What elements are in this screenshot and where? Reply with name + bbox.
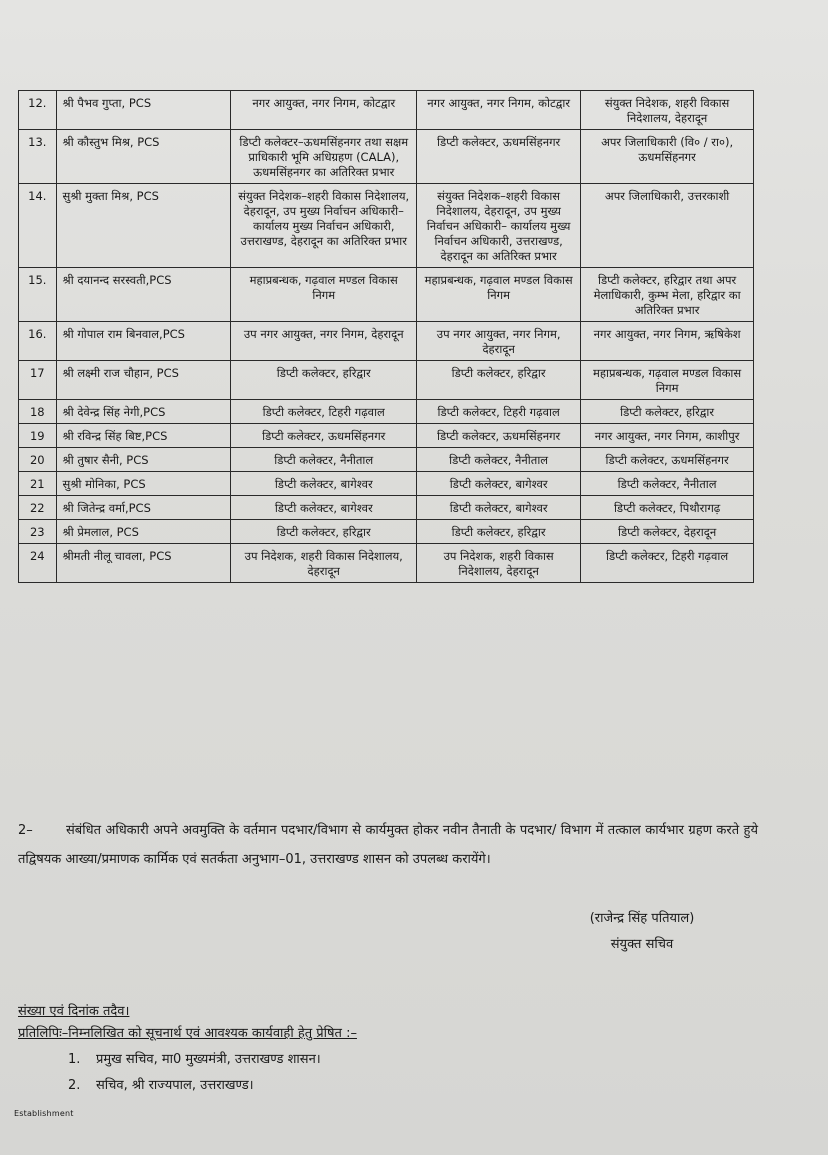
serial-number-cell: 21 xyxy=(19,472,57,496)
footer-label: Establishment xyxy=(14,1109,74,1118)
serial-number-cell: 19 xyxy=(19,424,57,448)
relieved-post-cell: डिप्टी कलेक्टर, बागेश्वर xyxy=(417,472,581,496)
officer-name-cell: श्री गोपाल राम बिनवाल,PCS xyxy=(56,322,231,361)
new-posting-cell: अपर जिलाधिकारी, उत्तरकाशी xyxy=(581,184,754,268)
current-post-cell: डिप्टी कलेक्टर–ऊधमसिंहनगर तथा सक्षम प्राधिकारी भूमि अधिग्रहण (CALA), ऊधमसिंहनगर का अतिरिक्त प्रभार xyxy=(231,130,417,184)
paragraph-text: संबंधित अधिकारी अपने अवमुक्ति के वर्तमान पदभार/विभाग से कार्यमुक्त होकर नवीन तैनाती के पदभार/ विभाग में तत्काल कार्यभार ग्रहण करते हुये तद्विषयक आख्या/प्रमाणक कार्मिक एवं सतर्कता अनुभाग–01, उत्तराखण्ड शासन को उपलब्ध करायेंगे। xyxy=(18,823,758,867)
relieved-post-cell: डिप्टी कलेक्टर, बागेश्वर xyxy=(417,496,581,520)
table-row xyxy=(19,91,754,130)
current-post-cell: नगर आयुक्त, नगर निगम, कोटद्वार xyxy=(231,91,417,130)
relieved-post-cell: महाप्रबन्धक, गढ़वाल मण्डल विकास निगम xyxy=(417,268,581,322)
table-row xyxy=(19,544,754,583)
officer-name-cell: श्री प्रेमलाल, PCS xyxy=(56,520,231,544)
table-row xyxy=(19,184,754,268)
table-row xyxy=(19,448,754,472)
table-row xyxy=(19,496,754,520)
instruction-paragraph xyxy=(18,816,758,874)
current-post-cell: डिप्टी कलेक्टर, ऊधमसिंहनगर xyxy=(231,424,417,448)
paragraph-number: 2– xyxy=(18,823,33,838)
current-post-cell: डिप्टी कलेक्टर, हरिद्वार xyxy=(231,361,417,400)
table-row xyxy=(19,322,754,361)
new-posting-cell: महाप्रबन्धक, गढ़वाल मण्डल विकास निगम xyxy=(581,361,754,400)
relieved-post-cell: डिप्टी कलेक्टर, टिहरी गढ़वाल xyxy=(417,400,581,424)
relieved-post-cell: उप निदेशक, शहरी विकास निदेशालय, देहरादून xyxy=(417,544,581,583)
officer-name-cell: श्री लक्ष्मी राज चौहान, PCS xyxy=(56,361,231,400)
serial-number-cell: 15. xyxy=(19,268,57,322)
table-row xyxy=(19,130,754,184)
transfer-table xyxy=(18,90,754,583)
table-row xyxy=(19,268,754,322)
current-post-cell: महाप्रबन्धक, गढ़वाल मण्डल विकास निगम xyxy=(231,268,417,322)
officer-name-cell: श्री देवेन्द्र सिंह नेगी,PCS xyxy=(56,400,231,424)
officer-name-cell: श्री जितेन्द्र वर्मा,PCS xyxy=(56,496,231,520)
new-posting-cell: डिप्टी कलेक्टर, नैनीताल xyxy=(581,472,754,496)
relieved-post-cell: डिप्टी कलेक्टर, नैनीताल xyxy=(417,448,581,472)
new-posting-cell: संयुक्त निदेशक, शहरी विकास निदेशालय, देहरादून xyxy=(581,91,754,130)
copy-to-line: प्रतिलिपिः–निम्नलिखित को सूचनार्थ एवं आवश्यक कार्यवाही हेतु प्रेषित :– xyxy=(18,1026,357,1041)
relieved-post-cell: डिप्टी कलेक्टर, ऊधमसिंहनगर xyxy=(417,130,581,184)
serial-number-cell: 14. xyxy=(19,184,57,268)
list-item: 2. सचिव, श्री राज्यपाल, उत्तराखण्ड। xyxy=(68,1078,254,1093)
relieved-post-cell: डिप्टी कलेक्टर, हरिद्वार xyxy=(417,520,581,544)
serial-number-cell: 18 xyxy=(19,400,57,424)
number-date-line: संख्या एवं दिनांक तदैव। xyxy=(18,1004,130,1019)
current-post-cell: संयुक्त निदेशक–शहरी विकास निदेशालय, देहरादून, उप मुख्य निर्वाचन अधिकारी–कार्यालय मुख्य निर्वाचन अधिकारी, उत्तराखण्ड, देहरादून का अतिरिक्त प्रभार xyxy=(231,184,417,268)
current-post-cell: डिप्टी कलेक्टर, बागेश्वर xyxy=(231,472,417,496)
serial-number-cell: 23 xyxy=(19,520,57,544)
serial-number-cell: 22 xyxy=(19,496,57,520)
table-row xyxy=(19,472,754,496)
new-posting-cell: डिप्टी कलेक्टर, ऊधमसिंहनगर xyxy=(581,448,754,472)
relieved-post-cell: संयुक्त निदेशक–शहरी विकास निदेशालय, देहरादून, उप मुख्य निर्वाचन अधिकारी– कार्यालय मुख्य निर्वाचन अधिकारी, उत्तराखण्ड, देहरादून का अतिरिक्त प्रभार xyxy=(417,184,581,268)
list-item: 1. प्रमुख सचिव, मा0 मुख्यमंत्री, उत्तराखण्ड शासन। xyxy=(68,1052,321,1067)
serial-number-cell: 13. xyxy=(19,130,57,184)
serial-number-cell: 17 xyxy=(19,361,57,400)
officer-name-cell: श्री पैभव गुप्ता, PCS xyxy=(56,91,231,130)
officer-name-cell: श्री कौस्तुभ मिश्र, PCS xyxy=(56,130,231,184)
serial-number-cell: 12. xyxy=(19,91,57,130)
officer-name-cell: श्री दयानन्द सरस्वती,PCS xyxy=(56,268,231,322)
table-row xyxy=(19,361,754,400)
officer-name-cell: सुश्री मुक्ता मिश्र, PCS xyxy=(56,184,231,268)
new-posting-cell: डिप्टी कलेक्टर, टिहरी गढ़वाल xyxy=(581,544,754,583)
officer-name-cell: सुश्री मोनिका, PCS xyxy=(56,472,231,496)
table-row xyxy=(19,424,754,448)
new-posting-cell: डिप्टी कलेक्टर, हरिद्वार तथा अपर मेलाधिकारी, कुम्भ मेला, हरिद्वार का अतिरिक्त प्रभार xyxy=(581,268,754,322)
current-post-cell: डिप्टी कलेक्टर, नैनीताल xyxy=(231,448,417,472)
signatory-name: (राजेन्द्र सिंह पतियाल) xyxy=(589,911,695,926)
current-post-cell: डिप्टी कलेक्टर, टिहरी गढ़वाल xyxy=(231,400,417,424)
new-posting-cell: डिप्टी कलेक्टर, हरिद्वार xyxy=(581,400,754,424)
recipient-list xyxy=(68,1047,588,1099)
current-post-cell: उप निदेशक, शहरी विकास निदेशालय, देहरादून xyxy=(231,544,417,583)
serial-number-cell: 24 xyxy=(19,544,57,583)
relieved-post-cell: नगर आयुक्त, नगर निगम, कोटद्वार xyxy=(417,91,581,130)
new-posting-cell: डिप्टी कलेक्टर, पिथौरागढ़ xyxy=(581,496,754,520)
current-post-cell: डिप्टी कलेक्टर, बागेश्वर xyxy=(231,496,417,520)
new-posting-cell: डिप्टी कलेक्टर, देहरादून xyxy=(581,520,754,544)
table-row xyxy=(19,520,754,544)
serial-number-cell: 20 xyxy=(19,448,57,472)
officer-name-cell: श्री तुषार सैनी, PCS xyxy=(56,448,231,472)
relieved-post-cell: उप नगर आयुक्त, नगर निगम, देहरादून xyxy=(417,322,581,361)
signatory-designation: संयुक्त सचिव xyxy=(610,937,674,952)
new-posting-cell: नगर आयुक्त, नगर निगम, ऋषिकेश xyxy=(581,322,754,361)
current-post-cell: डिप्टी कलेक्टर, हरिद्वार xyxy=(231,520,417,544)
current-post-cell: उप नगर आयुक्त, नगर निगम, देहरादून xyxy=(231,322,417,361)
new-posting-cell: नगर आयुक्त, नगर निगम, काशीपुर xyxy=(581,424,754,448)
reference-block xyxy=(18,1001,578,1045)
relieved-post-cell: डिप्टी कलेक्टर, ऊधमसिंहनगर xyxy=(417,424,581,448)
officer-name-cell: श्रीमती नीलू चावला, PCS xyxy=(56,544,231,583)
signature-block xyxy=(552,906,732,958)
table-row xyxy=(19,400,754,424)
new-posting-cell: अपर जिलाधिकारी (वि० / रा०), ऊधमसिंहनगर xyxy=(581,130,754,184)
transfer-table-body xyxy=(19,91,754,583)
serial-number-cell: 16. xyxy=(19,322,57,361)
relieved-post-cell: डिप्टी कलेक्टर, हरिद्वार xyxy=(417,361,581,400)
officer-name-cell: श्री रविन्द्र सिंह बिष्ट,PCS xyxy=(56,424,231,448)
